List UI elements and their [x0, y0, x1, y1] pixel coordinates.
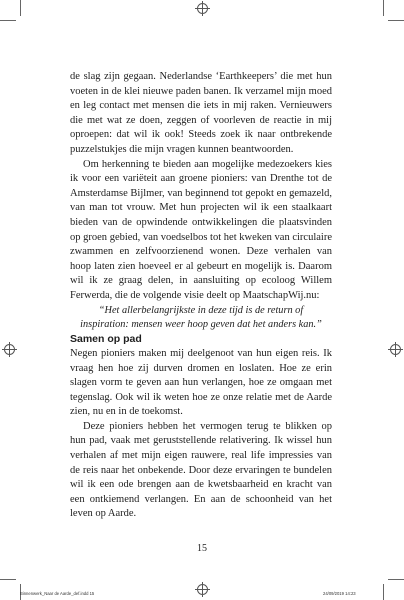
paragraph: Negen pioniers maken mij deelgenoot van hun eigen reis. Ik vraag hen hoe zij durven dromen en loslaten. Hoe ze erin slagen vorm te geven aan hun verlangen, hoe ze omgaan met tegenslag. Ook wil ik weten hoe ze onze relatie met de Aarde zien, nu en in de toekomst.: [70, 347, 332, 418]
registration-mark-right: [390, 344, 401, 355]
paragraph: Deze pioniers hebben het vermogen terug te blikken op hun pad, vaak met geruststellende relativering. Ik wissel hun verhalen af met mijn eigen rauwere, real life impressies van de reis naar het onbekende. Door deze ervaringen te bundelen wil ik een ode brengen aan de kwetsbaarheid en kracht van een ontkiemend verlangen. En aan de schoonheid van het leven op Aarde.: [70, 420, 332, 520]
registration-mark-left: [4, 344, 15, 355]
crop-mark: [0, 20, 16, 21]
crop-mark: [383, 584, 384, 600]
block-quote: “Het allerbelangrijkste in deze tijd is de return of inspiration: mensen weer hoop geven dat het anders kan.”: [80, 304, 322, 330]
slug-date: 24/09/2019 14:23: [323, 591, 356, 596]
slug-filename: Binnenwerk_Naar de Aarde_def.indd 15: [20, 591, 95, 596]
crop-mark: [388, 579, 404, 580]
crop-mark: [383, 0, 384, 16]
body-text: [70, 70, 332, 522]
crop-mark: [20, 0, 21, 16]
crop-mark: [0, 579, 16, 580]
section-heading: Samen op pad: [70, 332, 142, 345]
page-number: 15: [197, 543, 207, 554]
paragraph: de slag zijn gegaan. Nederlandse ‘Earthkeepers’ die met hun voeten in de klei nieuwe paden banen. Ik verzamel mijn moed en leg contact met mensen die iets in mij raken. Vernieuwers die met wat ze doen, zeggen of voorleven de reactie in mij oproepen: dat wil ik ook! Steeds zoek ik naar ontbrekende puzzelstukjes die mijn vragen kunnen beantwoorden.: [70, 71, 332, 155]
registration-mark-bottom: [197, 584, 208, 595]
crop-mark: [388, 20, 404, 21]
paragraph: Om herkenning te bieden aan mogelijke medezoekers kies ik voor een variëteit aan groene pioniers: van Drenthe tot de Amsterdamse Bijlmer, van beginnend tot gepokt en gemazeld, van man tot vrouw. Met hun projecten wil ik een staalkaart bieden van de opwindende ontwikkelingen die plaatsvinden op groen gebied, van voedselbos tot het kweken van circulaire zwammen en zelfvoorzienend wonen. Deze verhalen van hoop laten zien hoeveel er al gebeurt en mogelijk is. Daarom wil ik ze graag delen, in aansluiting op ecoloog Willem Ferwerda, die de volgende visie deelt op MaatschapWij.nu:: [70, 158, 332, 301]
registration-mark-top: [197, 3, 208, 14]
